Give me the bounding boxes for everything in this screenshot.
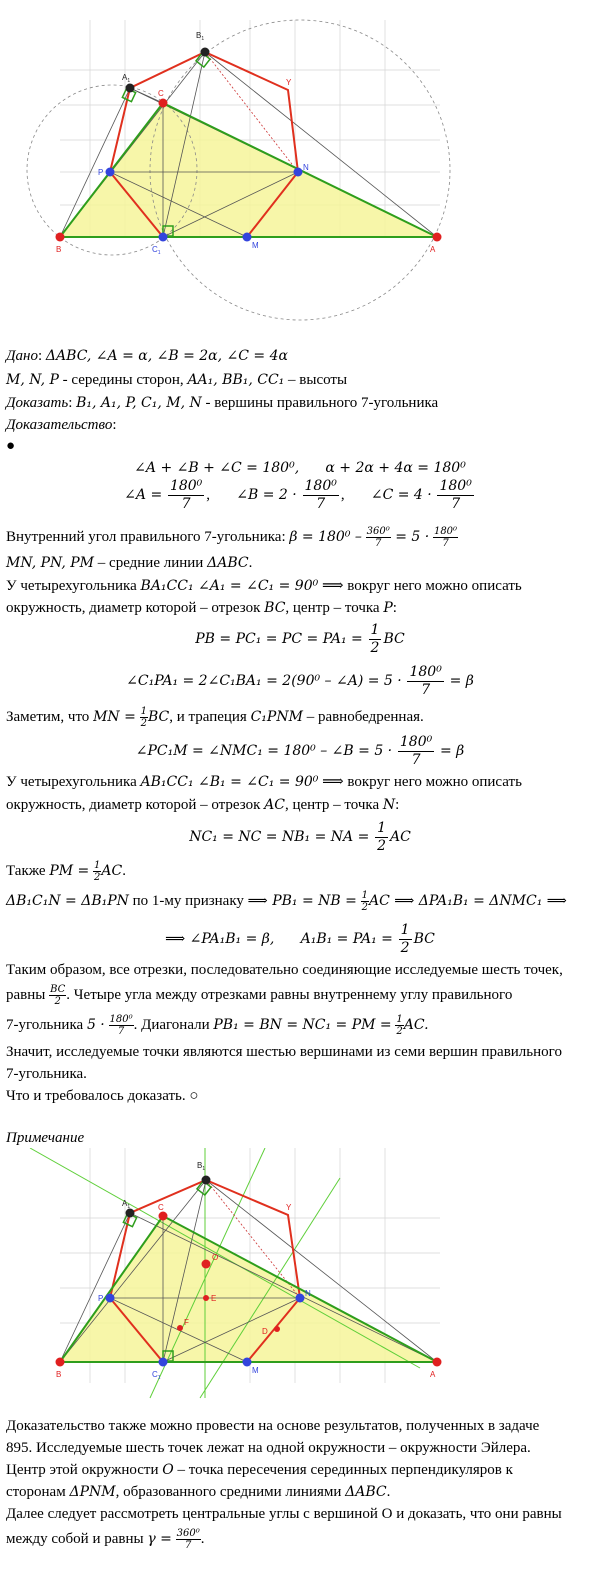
point-b1-2	[202, 1176, 211, 1185]
eq-c1pa1: ∠C₁PA₁ = 2∠C₁BA₁ = 2(90⁰ – ∠A) = 5 · $\frac{\text{180⁰}}{7}$ = β	[126, 664, 474, 698]
remark-line-5: Далее следует рассмотреть центральные углы с вершиной O и доказать, что они равны	[6, 1506, 562, 1522]
eq-pa1b1: ⟹ ∠PA₁B₁ = β, A₁B₁ = PA₁ = $\frac{1}{2}$ BC	[165, 922, 435, 956]
point-b-2	[56, 1358, 65, 1367]
triangle-abc-fill	[60, 103, 437, 237]
remark-line-6: между собой и равны γ = $\frac{\text{360⁰}}{7}$ .	[6, 1528, 205, 1551]
svg-text:Y: Y	[286, 1203, 292, 1212]
eq-angles: ∠A = $\frac{\text{180⁰}}{7}$ , ∠B = 2 · $\frac{\text{180⁰}}{7}$ , ∠C = 4 · $\frac{\text{180⁰}}{7}$	[124, 478, 472, 512]
remark-label: Примечание	[6, 1130, 85, 1146]
bullet: ●	[6, 438, 16, 454]
note-mn: Заметим, что MN = $\frac{1}{2}$ BC, и трапеция C₁PNM – равнобедренная.	[6, 706, 424, 729]
svg-text:Y: Y	[286, 78, 292, 87]
remark-line-2: 895. Исследуемые шесть точек лежат на одной окружности – окружности Эйлера.	[6, 1440, 531, 1456]
eq-pb: PB = PC₁ = PC = PA₁ = $\frac{1}{2}$ BC	[195, 622, 405, 656]
remark-line-1: Доказательство также можно провести на основе результатов, полученных в задаче	[6, 1418, 540, 1434]
quad1-line-1: У четырехугольника BA₁CC₁ ∠A₁ = ∠C₁ = 90⁰ ⟹ вокруг него можно описать	[6, 578, 522, 594]
point-c1	[159, 233, 168, 242]
svg-text:A: A	[430, 1370, 436, 1379]
point-f	[177, 1325, 183, 1331]
figure-1	[0, 0, 600, 345]
triangle-abc-fill-2	[60, 1216, 437, 1362]
prove-line: Доказать: B₁, A₁, P, C₁, M, N - вершины правильного 7-угольника	[6, 395, 439, 411]
given-line-1: Дано: ΔABC, ∠A = α, ∠B = 2α, ∠C = 4α	[6, 348, 288, 364]
svg-text:C: C	[158, 1203, 164, 1212]
figure-2	[0, 1148, 600, 1413]
given-line-2: M, N, P - середины сторон, AA₁, BB₁, CC₁ – высоты	[6, 372, 348, 388]
point-p	[106, 168, 115, 177]
svg-text:M: M	[252, 241, 259, 250]
svg-text:B: B	[56, 1370, 62, 1379]
conclusion-line-5: 7-угольника.	[6, 1066, 87, 1082]
quad2-line-1: У четырехугольника AB₁CC₁ ∠B₁ = ∠C₁ = 90⁰ ⟹ вокруг него можно описать	[6, 774, 522, 790]
midlines-line: MN, PN, PM – средние линии ΔABC.	[6, 555, 253, 571]
svg-text:A: A	[430, 245, 436, 254]
svg-text:F: F	[184, 1318, 189, 1327]
conclusion-line-3: 7-угольника 5 · $\frac{\text{180⁰}}{7}$ . Диагонали PB₁ = BN = NC₁ = PM = $\frac{1}{2}$ AC.	[6, 1014, 429, 1037]
point-n-2	[296, 1294, 305, 1303]
svg-text:B: B	[56, 245, 62, 254]
congruence-line: ΔB₁C₁N = ΔB₁PN по 1-му признаку ⟹ PB₁ = NB = $\frac{1}{2}$ AC ⟹ ΔPA₁B₁ = ΔNMC₁ ⟹	[6, 890, 567, 913]
svg-text:B1: $B_1$	[196, 31, 205, 42]
point-m	[243, 233, 252, 242]
svg-text:C1: $C_1$	[152, 245, 161, 256]
eq-nc1: NC₁ = NC = NB₁ = NA = $\frac{1}{2}$ AC	[189, 820, 411, 854]
svg-text:N: N	[305, 1289, 311, 1298]
point-c	[159, 99, 168, 108]
inner-angle-line: Внутренний угол правильного 7-угольника: β = 180⁰ – $\frac{\text{360⁰}}{7}$ = 5 · $\frac{\text{180⁰}}{7}$	[6, 526, 458, 549]
point-b	[56, 233, 65, 242]
svg-text:N: N	[303, 163, 309, 172]
point-d	[274, 1326, 280, 1332]
point-a	[433, 233, 442, 242]
svg-text:D: D	[262, 1327, 268, 1336]
qed-line: Что и требовалось доказать. ○	[6, 1088, 199, 1104]
quad2-line-2: окружность, диаметр которой – отрезок AC, центр – точка N:	[6, 797, 400, 813]
point-e	[203, 1295, 209, 1301]
point-o	[202, 1260, 211, 1269]
conclusion-line-1: Таким образом, все отрезки, последовательно соединяющие исследуемые шесть точек,	[6, 962, 563, 978]
svg-text:P: P	[98, 1294, 104, 1303]
eq-angle-sum: ∠A + ∠B + ∠C = 180⁰, α + 2α + 4α = 180⁰	[134, 460, 466, 476]
point-p-2	[106, 1294, 115, 1303]
svg-text:M: M	[252, 1366, 259, 1375]
point-a1	[126, 84, 135, 93]
conclusion-line-2: равны $\frac{BC}{2}$ . Четыре угла между отрезками равны внутреннему углу правильного	[6, 984, 513, 1007]
point-n	[294, 168, 303, 177]
point-c1-2	[159, 1358, 168, 1367]
svg-text:B1: $B_1$	[197, 1161, 206, 1172]
point-b1	[201, 48, 210, 57]
point-a-2	[433, 1358, 442, 1367]
svg-text:P: P	[98, 168, 104, 177]
remark-line-3: Центр этой окружности O – точка пересечения серединных перпендикуляров к	[6, 1462, 513, 1478]
point-c-2	[159, 1212, 168, 1221]
conclusion-line-4: Значит, исследуемые точки являются шестью вершинами из семи вершин правильного	[6, 1044, 562, 1060]
svg-text:C: C	[158, 89, 164, 98]
svg-text:E: E	[211, 1294, 217, 1303]
svg-text:O: O	[212, 1253, 219, 1262]
svg-text:C1: $C_1$	[152, 1370, 161, 1381]
proof-label: Доказательство:	[6, 417, 117, 433]
svg-text:A1: $A_1$	[122, 1199, 131, 1210]
quad1-line-2: окружность, диаметр которой – отрезок BC, центр – точка P:	[6, 600, 397, 616]
svg-text:A1: $A_1$	[122, 73, 131, 84]
also-pm: Также PM = $\frac{1}{2}$ AC.	[6, 860, 126, 883]
eq-pc1m: ∠PC₁M = ∠NMC₁ = 180⁰ – ∠B = 5 · $\frac{\text{180⁰}}{7}$ = β	[135, 734, 465, 768]
point-m-2	[243, 1358, 252, 1367]
remark-line-4: сторонам ΔPNM, образованного средними линиями ΔABC.	[6, 1484, 391, 1500]
